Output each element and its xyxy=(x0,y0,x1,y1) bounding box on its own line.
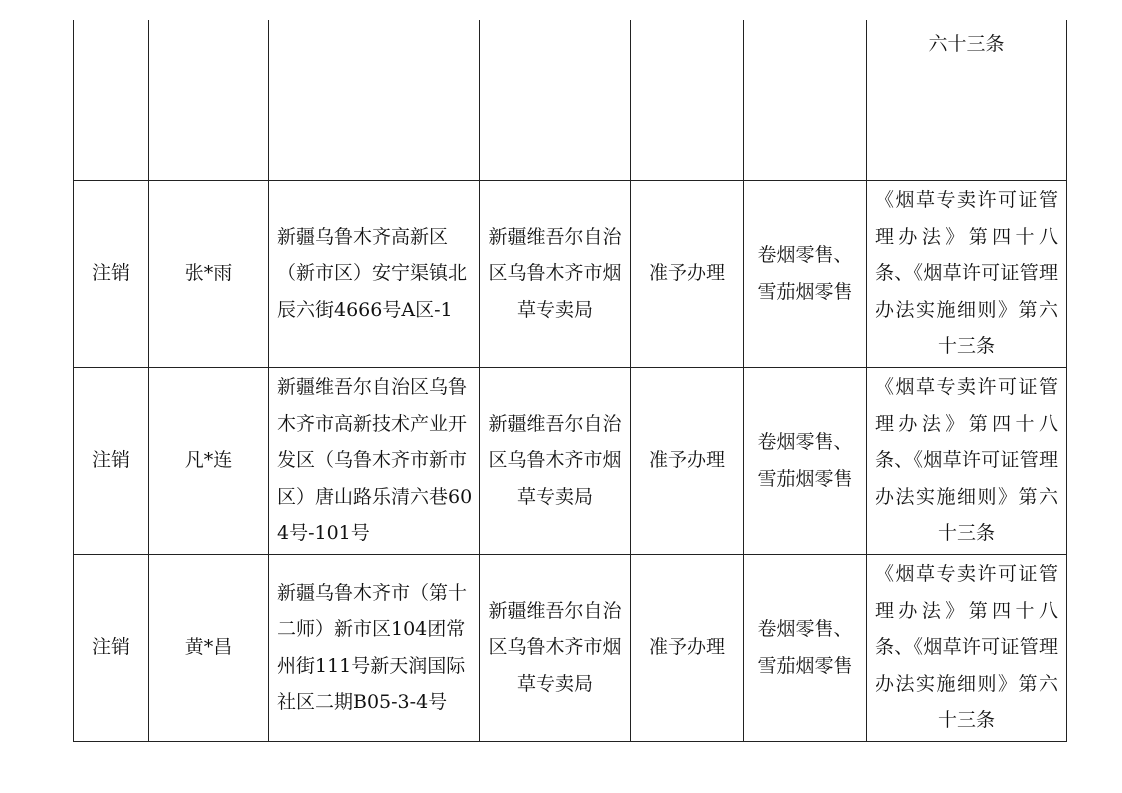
address-cell: 新疆维吾尔自治区乌鲁木齐市高新技术产业开发区（乌鲁木齐市新市区）唐山路乐清六巷604号-101号 xyxy=(269,367,480,554)
scope-cell: 卷烟零售、雪茄烟零售 xyxy=(744,367,867,554)
basis-cell: 《烟草专卖许可证管理办法》第四十八条、《烟草许可证管理办法实施细则》第六十三条 xyxy=(867,367,1067,554)
result-cell: 准予办理 xyxy=(631,554,744,741)
action-cell: 注销 xyxy=(74,367,149,554)
action-cell xyxy=(74,20,149,180)
action-cell: 注销 xyxy=(74,180,149,367)
table-row-continuation xyxy=(74,20,1067,180)
authority-cell: 新疆维吾尔自治区乌鲁木齐市烟草专卖局 xyxy=(480,367,631,554)
scope-cell xyxy=(744,20,867,180)
authority-cell: 新疆维吾尔自治区乌鲁木齐市烟草专卖局 xyxy=(480,180,631,367)
authority-cell xyxy=(480,20,631,180)
table-row xyxy=(74,554,1067,741)
name-cell xyxy=(149,20,269,180)
name-cell: 张*雨 xyxy=(149,180,269,367)
name-cell: 黄*昌 xyxy=(149,554,269,741)
result-cell xyxy=(631,20,744,180)
basis-cell: 《烟草专卖许可证管理办法》第四十八条、《烟草许可证管理办法实施细则》第六十三条 xyxy=(867,180,1067,367)
name-cell: 凡*连 xyxy=(149,367,269,554)
scope-cell: 卷烟零售、雪茄烟零售 xyxy=(744,180,867,367)
table-row xyxy=(74,367,1067,554)
action-cell: 注销 xyxy=(74,554,149,741)
license-cancellation-table xyxy=(73,20,1067,742)
address-cell: 新疆乌鲁木齐市（第十二师）新市区104团常州街111号新天润国际社区二期B05-3-4号 xyxy=(269,554,480,741)
basis-cell: 《烟草专卖许可证管理办法》第四十八条、《烟草许可证管理办法实施细则》第六十三条 xyxy=(867,554,1067,741)
address-cell xyxy=(269,20,480,180)
result-cell: 准予办理 xyxy=(631,180,744,367)
address-cell: 新疆乌鲁木齐高新区（新市区）安宁渠镇北辰六街4666号A区-1 xyxy=(269,180,480,367)
table-row xyxy=(74,180,1067,367)
authority-cell: 新疆维吾尔自治区乌鲁木齐市烟草专卖局 xyxy=(480,554,631,741)
basis-cell xyxy=(867,20,1067,180)
result-cell: 准予办理 xyxy=(631,367,744,554)
scope-cell: 卷烟零售、雪茄烟零售 xyxy=(744,554,867,741)
basis-tail-text: 六十三条 xyxy=(928,33,1005,55)
